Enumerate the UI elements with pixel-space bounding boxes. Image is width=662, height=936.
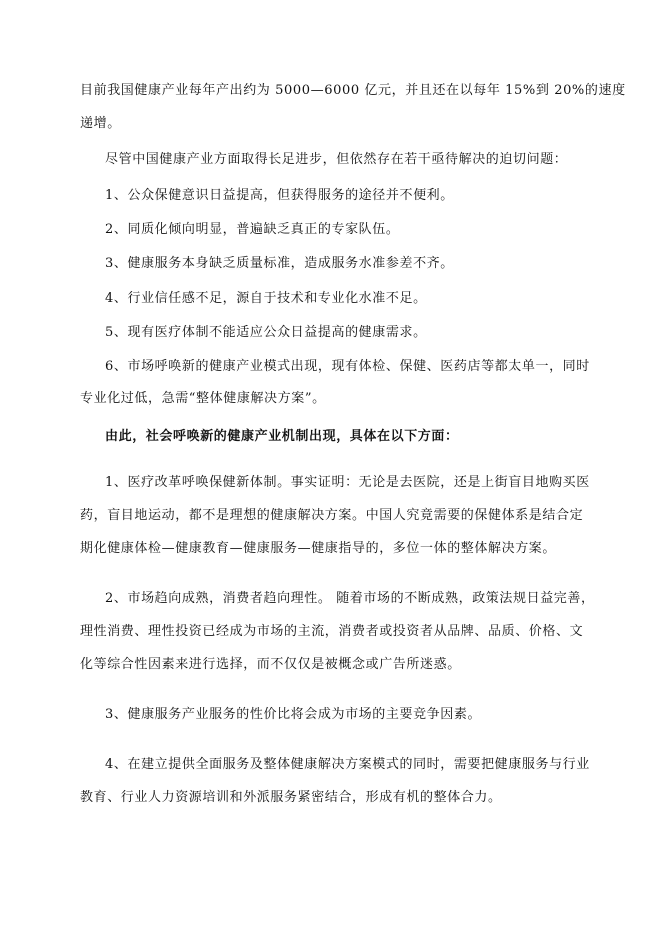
problem-item-2: 2、同质化倾向明显，普遍缺乏真正的专家队伍。 — [105, 222, 400, 237]
section-item-2-line-2: 理性消费、理性投资已经成为市场的主流，消费者或投资者从品牌、品质、价格、文 — [80, 624, 584, 639]
problem-item-6-line-1: 6、市场呼唤新的健康产业模式出现，现有体检、保健、医药店等都太单一，同时 — [105, 359, 590, 374]
problem-item-4: 4、行业信任感不足，源自于技术和专业化水准不足。 — [105, 291, 427, 306]
section-item-1-line-3: 期化健康体检—健康教育—健康服务—健康指导的，多位一体的整体解决方案。 — [80, 541, 557, 556]
section-item-3: 3、健康服务产业服务的性价比将会成为市场的主要竞争因素。 — [105, 707, 482, 722]
section-item-4-line-1: 4、在建立提供全面服务及整体健康解决方案模式的同时，需要把健康服务与行业 — [105, 757, 590, 772]
mechanism-heading: 由此，社会呼唤新的健康产业机制出现，具体在以下方面： — [105, 429, 459, 444]
problem-item-5: 5、现有医疗体制不能适应公众日益提高的健康需求。 — [105, 325, 427, 340]
problem-item-1: 1、公众保健意识日益提高，但获得服务的途径并不便利。 — [105, 188, 454, 203]
paragraph-intro-line-2: 递增。 — [80, 116, 121, 131]
problems-heading: 尽管中国健康产业方面取得长足进步，但依然存在若干亟待解决的迫切问题： — [105, 152, 568, 167]
section-item-4-line-2: 教育、行业人力资源培训和外派服务紧密结合，形成有机的整体合力。 — [80, 790, 502, 805]
section-item-1-line-2: 药，盲目地运动，都不是理想的健康解决方案。中国人究竟需要的保健体系是结合定 — [80, 508, 584, 523]
section-item-1-line-1: 1、医疗改革呼唤保健新体制。事实证明：无论是去医院，还是上街盲目地购买医 — [105, 475, 590, 490]
section-item-2-line-3: 化等综合性因素来进行选择，而不仅仅是被概念或广告所迷惑。 — [80, 657, 461, 672]
problem-item-3: 3、健康服务本身缺乏质量标准，造成服务水准参差不齐。 — [105, 256, 454, 271]
problem-item-6-line-2: 专业化过低，急需“整体健康解决方案”。 — [80, 391, 326, 406]
paragraph-intro-line-1: 目前我国健康产业每年产出约为 5000—6000 亿元，并且还在以每年 15%到 20%的速度 — [80, 83, 626, 98]
section-item-2-line-1: 2、市场趋向成熟，消费者趋向理性。 随着市场的不断成熟，政策法规日益完善， — [105, 591, 595, 606]
